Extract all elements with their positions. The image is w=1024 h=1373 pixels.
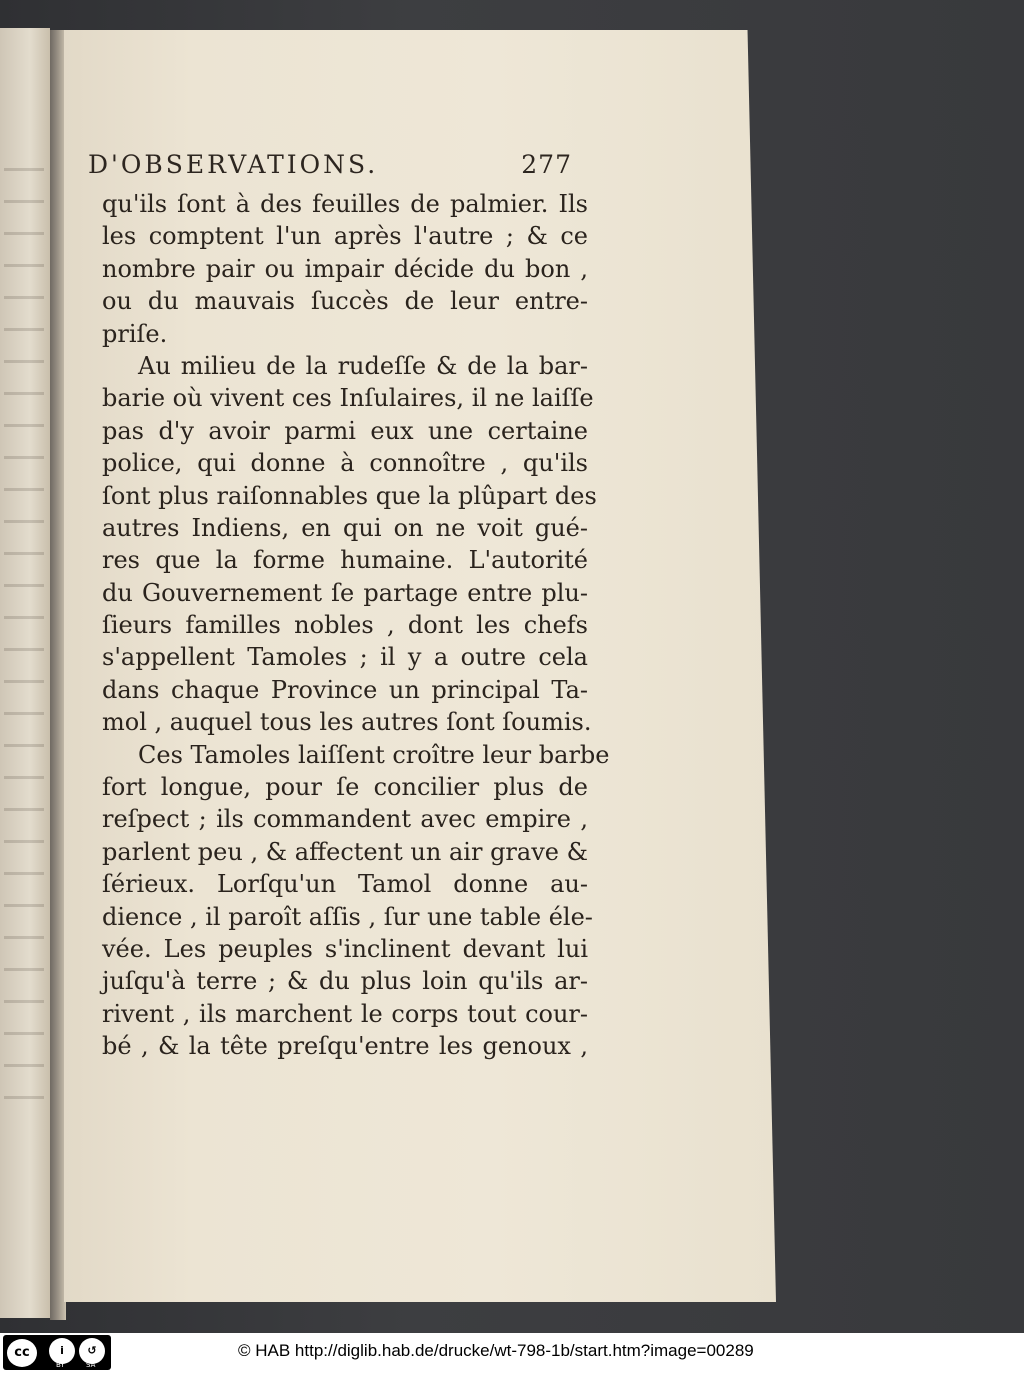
text-line: les comptent l'un après l'autre ; & ce — [102, 222, 588, 251]
text-line: rivent , ils marchent le corps tout cour- — [102, 999, 588, 1028]
text-line: police, qui donne à connoître , qu'ils — [102, 449, 588, 478]
cc-by-label: BY — [56, 1361, 65, 1369]
page-body-text — [102, 188, 610, 1063]
text-line: pas d'y avoir parmi eux une certaine — [102, 416, 588, 445]
text-line: ſont plus raiſonnables que la plûpart des — [102, 481, 597, 510]
text-line: Ces Tamoles laiſſent croître leur barbe — [138, 740, 610, 769]
book-gutter — [50, 30, 66, 1320]
text-line: s'appellent Tamoles ; il y a outre cela — [102, 643, 588, 672]
text-line: nombre pair ou impair décide du bon , — [102, 254, 588, 283]
text-line: ſieurs familles nobles , dont les chefs — [102, 611, 588, 640]
facing-page-text-bleed — [4, 168, 44, 1128]
text-line: barie où vivent ces Inſulaires, il ne laiſſe — [102, 384, 594, 413]
text-line: autres Indiens, en qui on ne voit gué- — [102, 513, 588, 542]
text-line: juſqu'à terre ; & du plus loin qu'ils ar- — [102, 967, 588, 996]
page-number: 277 — [521, 150, 572, 179]
text-line: ou du mauvais ſuccès de leur entre- — [102, 287, 588, 316]
text-line: res que la forme humaine. L'autorité — [102, 546, 588, 575]
source-credit: © HAB http://diglib.hab.de/drucke/wt-798-1b/start.htm?image=00289 — [238, 1341, 754, 1360]
text-line: du Gouvernement ſe partage entre plu- — [102, 578, 588, 607]
text-line: parlent peu , & affectent un air grave & — [102, 837, 588, 866]
text-line: vée. Les peuples s'inclinent devant lui — [102, 934, 588, 963]
text-line: Au milieu de la rudeſſe & de la bar- — [138, 351, 588, 380]
text-line: fort longue, pour ſe concilier plus de — [102, 773, 588, 802]
cc-license-badge[interactable] — [3, 1335, 111, 1370]
text-line: qu'ils ſont à des feuilles de palmier. Ils — [102, 190, 588, 218]
share-alike-icon: ↺ — [79, 1338, 105, 1364]
attribution-icon: i — [49, 1338, 75, 1364]
running-title: D'OBSERVATIONS. — [88, 150, 379, 179]
text-line: dans chaque Province un principal Ta- — [102, 675, 588, 704]
text-line: ſérieux. Lorſqu'un Tamol donne au- — [102, 870, 588, 899]
text-line: dience , il paroît aſſis , ſur une table éle- — [102, 902, 593, 931]
cc-sa-label: SA — [86, 1361, 96, 1369]
text-line: priſe. — [102, 319, 168, 348]
text-line: bé , & la tête preſqu'entre les genoux , — [102, 1032, 588, 1061]
text-line: reſpect ; ils commandent avec empire , — [102, 805, 588, 834]
facing-page-edge — [0, 28, 50, 1318]
cc-icon: cc — [7, 1339, 37, 1367]
running-header — [88, 150, 572, 186]
text-line: mol , auquel tous les autres ſont ſoumis. — [102, 708, 592, 737]
